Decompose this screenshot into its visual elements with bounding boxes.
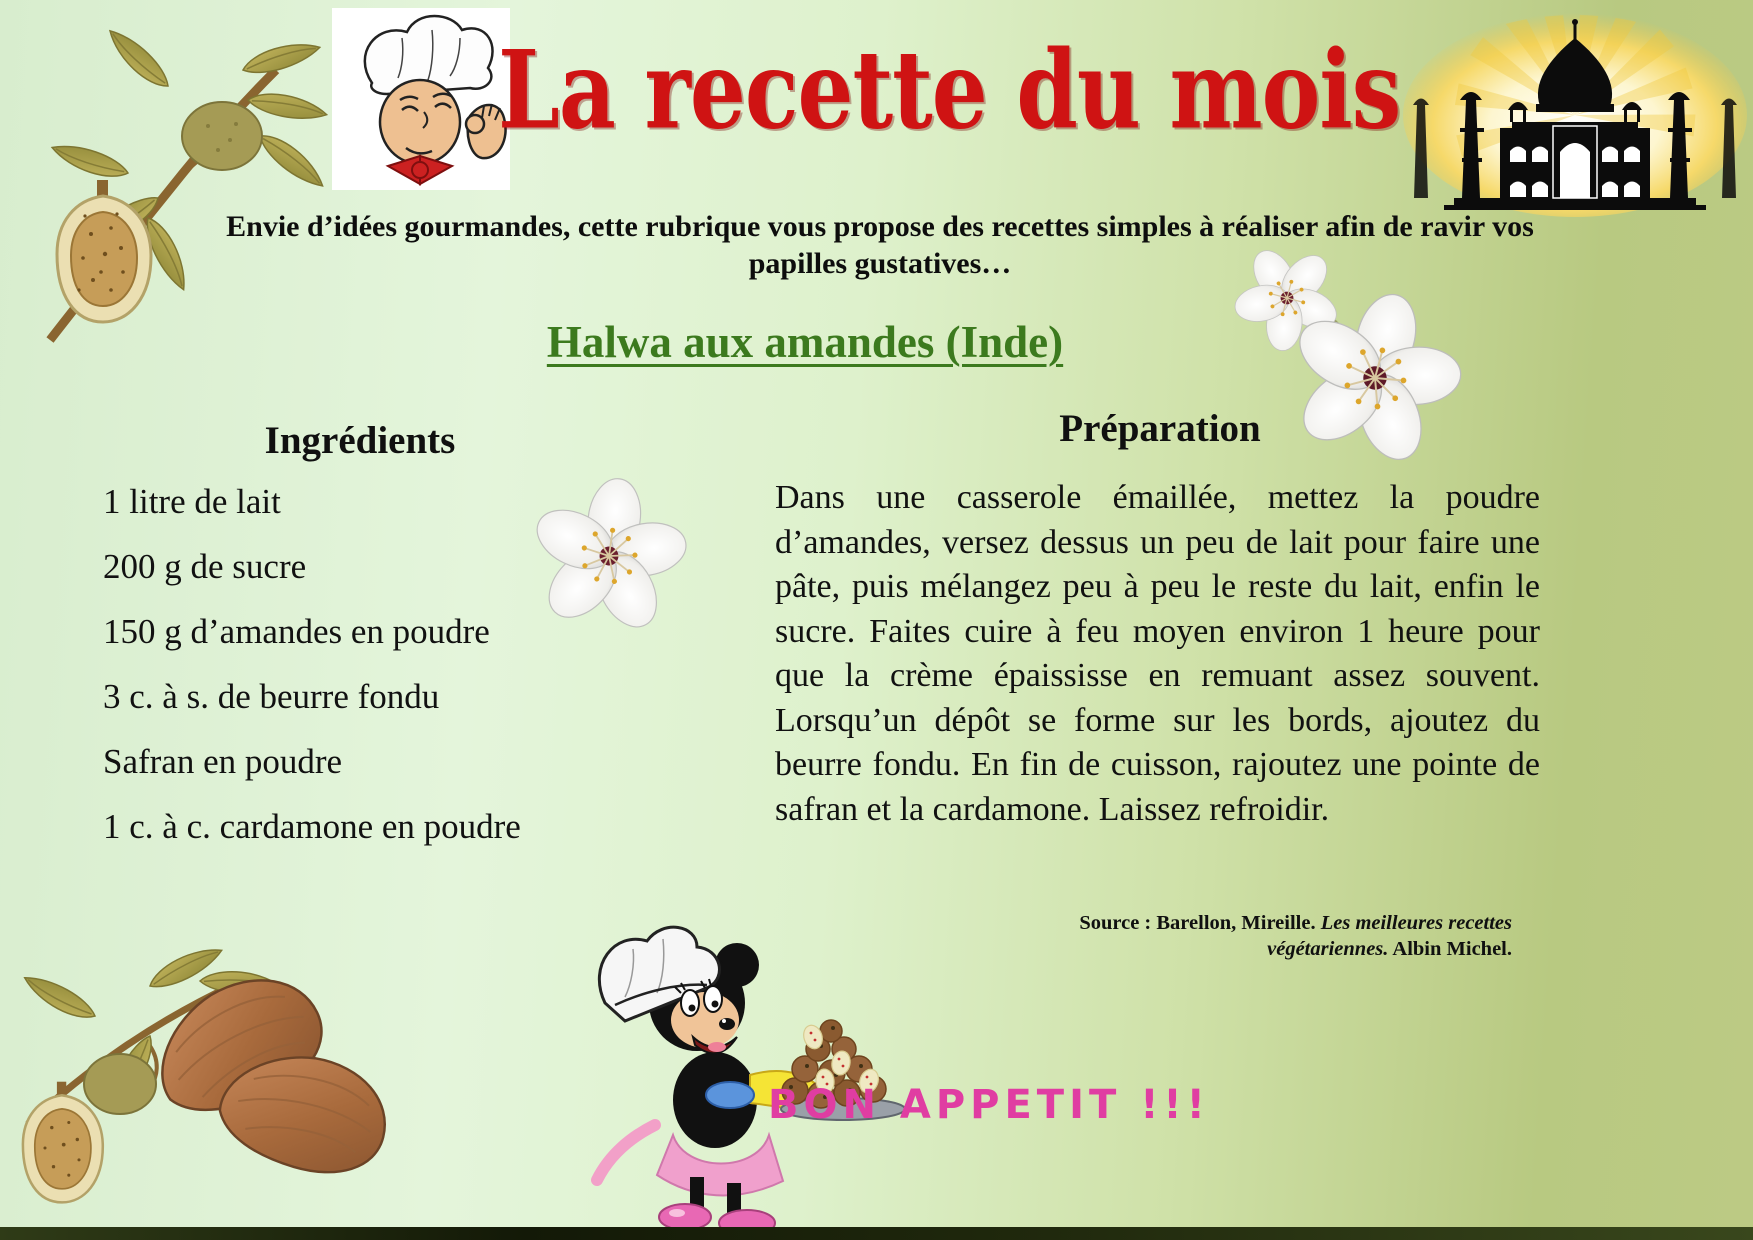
almond-branch-illustration — [8, 8, 328, 358]
chef-illustration — [332, 8, 510, 190]
source-suffix: Albin Michel. — [1388, 938, 1512, 960]
ingredient-item: Safran en poudre — [103, 742, 343, 781]
almond-branch-icon — [8, 8, 328, 358]
source-book-title: Les meilleures recettes végétariennes. — [1267, 912, 1512, 960]
bon-appetit-text: BON APPETIT !!! — [768, 1082, 1210, 1128]
source-citation — [1052, 910, 1512, 962]
minnie-chef-icon — [585, 925, 905, 1235]
almond-blossom-middle — [525, 458, 695, 648]
taj-mahal-icon — [1400, 10, 1750, 220]
ingredient-item: 1 c. à c. cardamone en poudre — [103, 807, 521, 846]
preparation-text: Dans une casserole émaillée, mettez la poudre d’amandes, versez dessus un peu de lait pour faire une pâte, puis mélangez peu à peu le reste du lait, enfin le sucre. Faites cuire à feu moyen environ 1 heure pour que la crème épaississe en remuant assez souvent. Lorsqu’un dépôt se forme sur les bords, ajoutez du beurre fondu. En fin de cuisson, rajoutez une pointe de safran et la cardamone. Laissez refroidir. — [775, 479, 1540, 828]
almond-blossom-icon — [525, 458, 695, 648]
ingredient-item: 3 c. à s. de beurre fondu — [103, 677, 440, 716]
source-prefix: Source : Barellon, Mireille. — [1079, 912, 1321, 934]
chef-icon — [332, 8, 510, 190]
bottom-edge-bar — [0, 1227, 1753, 1240]
minnie-chef-illustration — [585, 925, 905, 1235]
page-title: La recette du mois — [498, 26, 1401, 153]
ingredient-item: 150 g d’amandes en poudre — [103, 612, 490, 651]
almonds-illustration — [0, 866, 420, 1218]
taj-mahal-illustration — [1400, 10, 1750, 220]
ingredient-item: 1 litre de lait — [103, 482, 281, 521]
preparation-heading: Préparation — [1059, 407, 1261, 450]
recipe-title: Halwa aux amandes (Inde) — [546, 317, 1064, 367]
almonds-icon — [0, 866, 420, 1218]
ingredients-heading: Ingrédients — [264, 419, 456, 462]
intro-text: Envie d’idées gourmandes, cette rubrique vous propose des recettes simples à réaliser afin de ravir vos papilles gustatives… — [226, 210, 1534, 280]
ingredient-item: 200 g de sucre — [103, 547, 307, 586]
